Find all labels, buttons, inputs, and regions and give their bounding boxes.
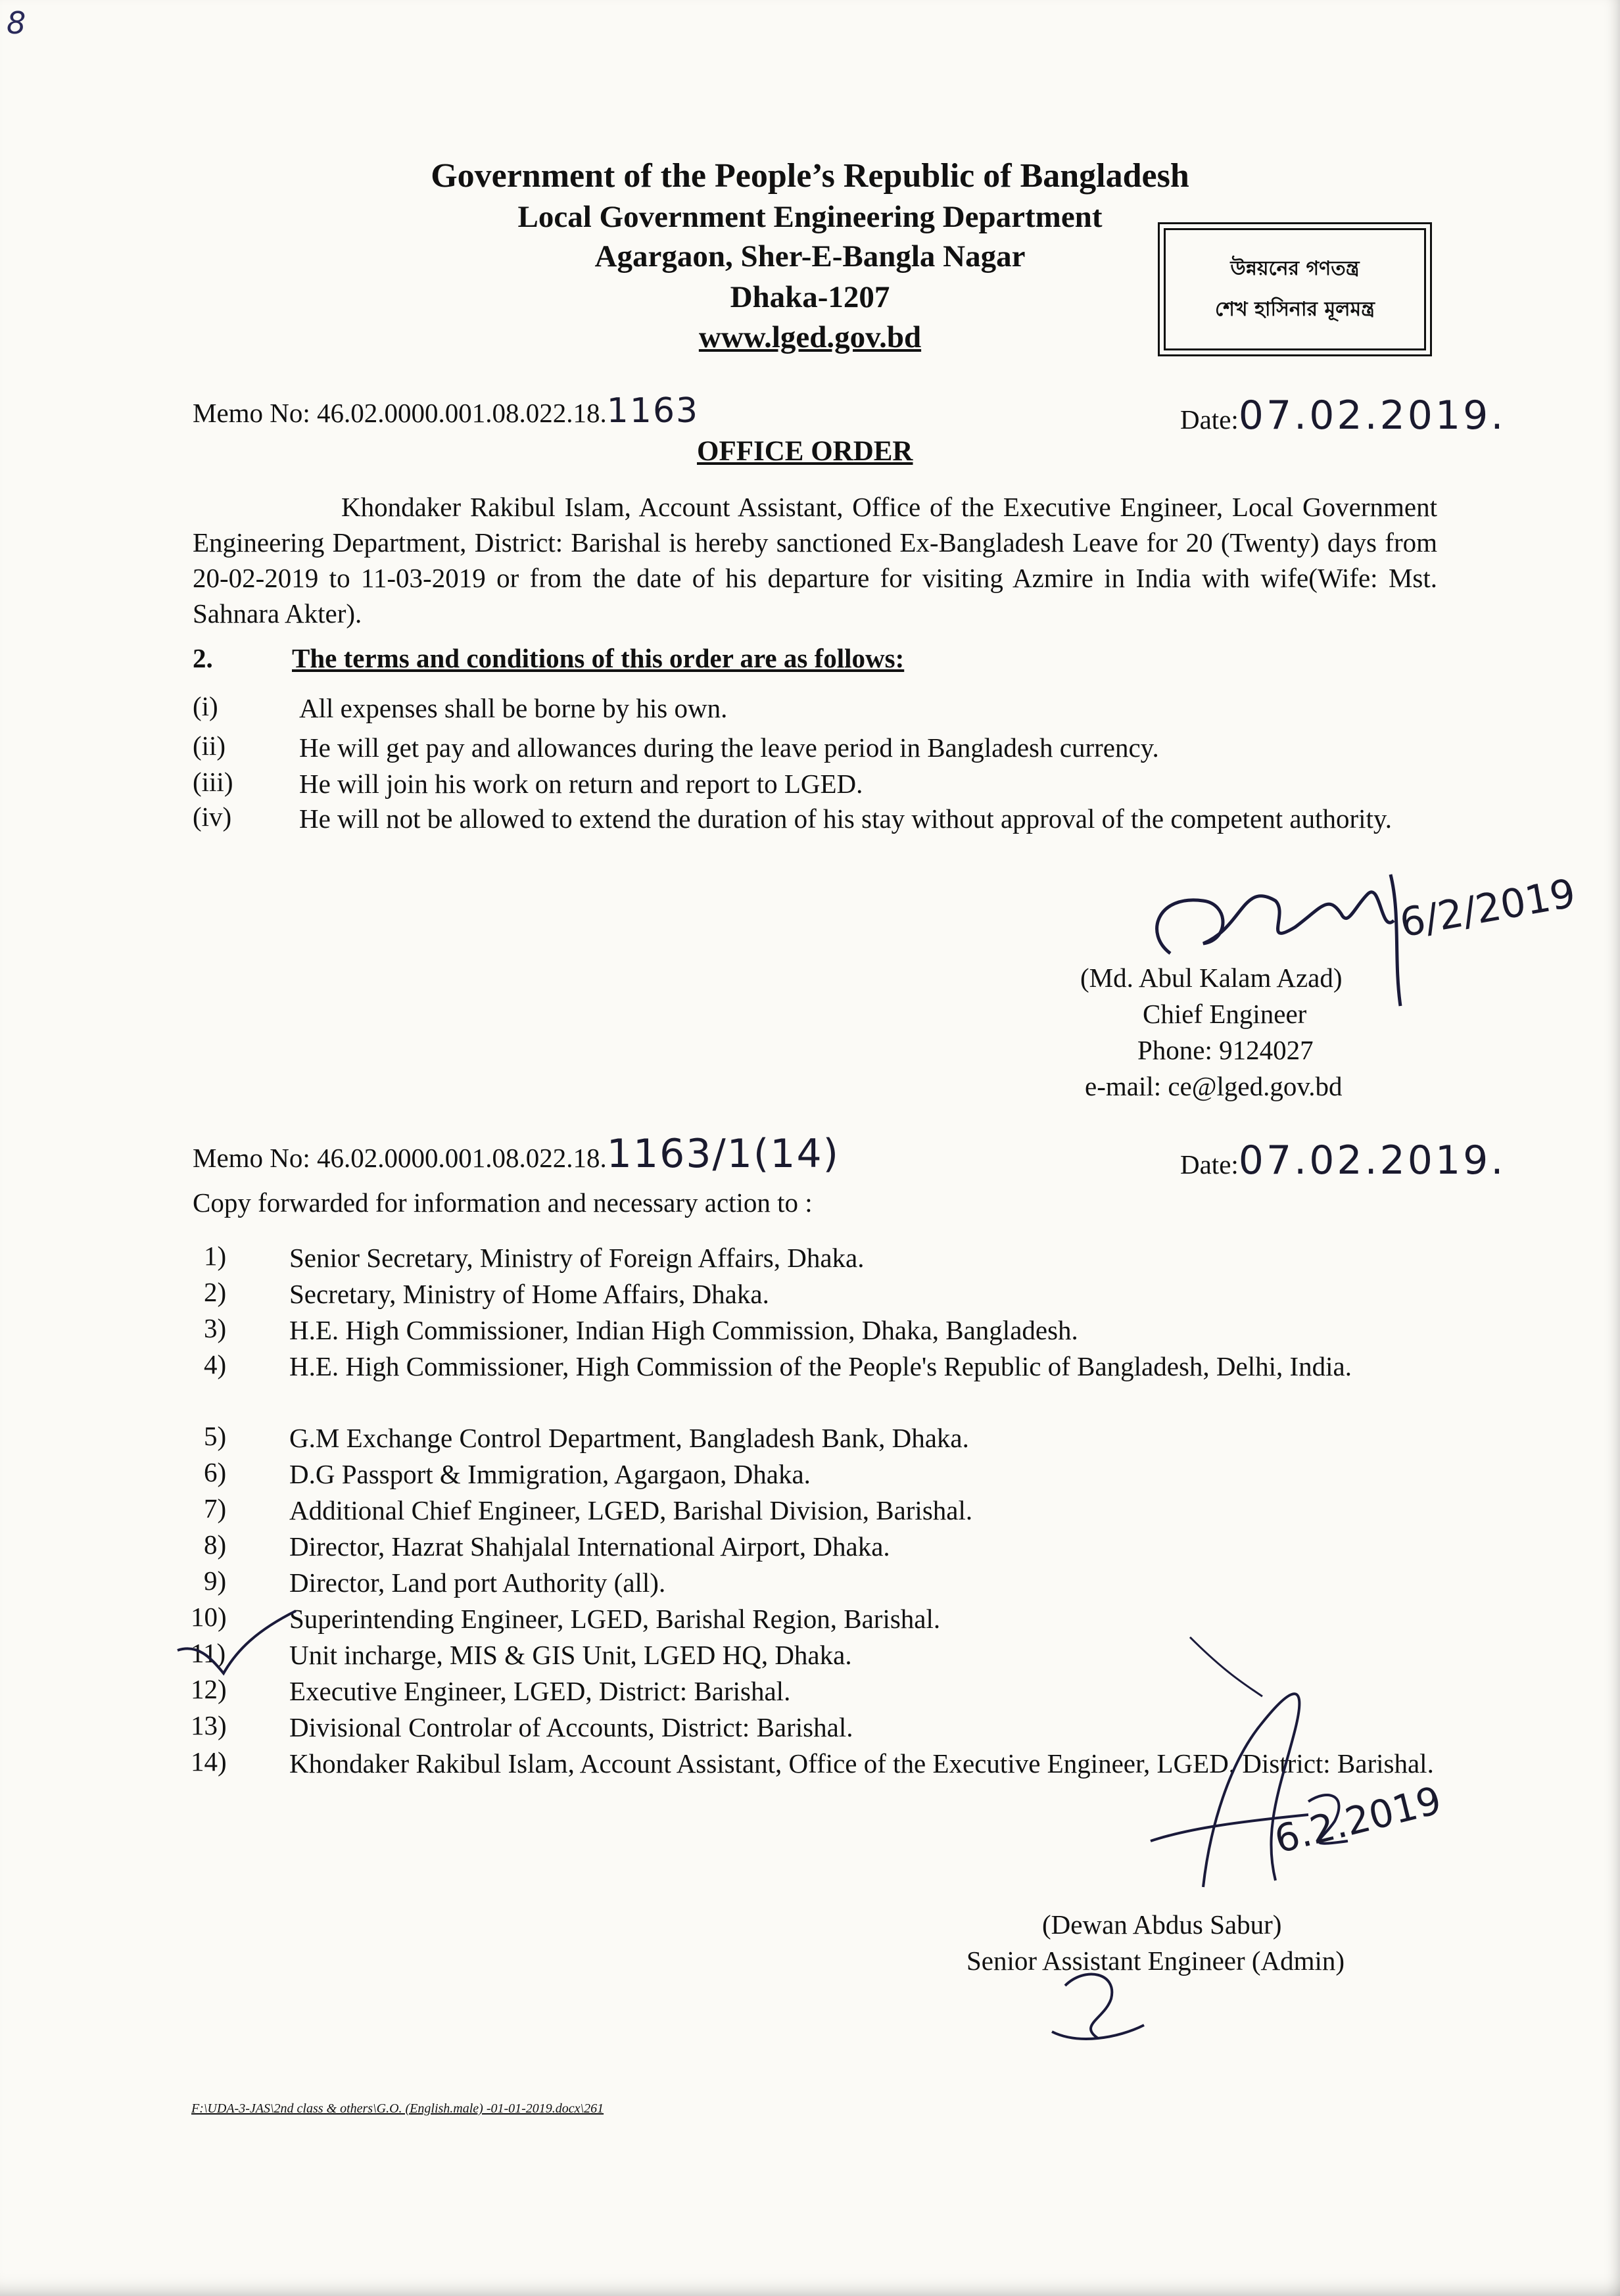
recipient-text: Divisional Controlar of Accounts, District: Barishal. <box>289 1712 853 1742</box>
header-address: Agargaon, Sher-E-Bangla Nagar <box>594 239 1026 274</box>
signatory1-email: e-mail: ce@lged.gov.bd <box>1085 1071 1343 1101</box>
recipient-text: Director, Land port Authority (all). <box>289 1567 666 1598</box>
term-text: He will join his work on return and report to LGED. <box>299 769 863 799</box>
date-label: Date: <box>1180 404 1239 435</box>
office-order-title: OFFICE ORDER <box>697 436 913 467</box>
recipient-number: 5) <box>204 1421 227 1451</box>
copy-date-label: Date: <box>1180 1149 1239 1180</box>
term-number: (iii) <box>193 767 233 797</box>
recipient-number: 1) <box>204 1241 227 1271</box>
recipient-number: 11) <box>191 1638 226 1668</box>
initial-mark <box>1039 1946 1157 2045</box>
recipient-number: 7) <box>204 1493 227 1523</box>
recipient-text: D.G Passport & Immigration, Agargaon, Dhaka. <box>289 1459 811 1489</box>
memo-label: Memo No: 46.02.0000.001.08.022.18. <box>193 398 607 428</box>
recipient-number: 13) <box>191 1710 227 1740</box>
recipient-text: H.E. High Commissioner, High Commission of the People's Republic of Bangladesh, Delhi, India. <box>289 1351 1352 1381</box>
header-government: Government of the People’s Republic of Bangladesh <box>431 157 1189 195</box>
recipient-text: Additional Chief Engineer, LGED, Barishal Division, Barishal. <box>289 1495 973 1525</box>
slogan-line-1: উন্নয়নের গণতন্ত্র <box>1230 257 1360 280</box>
signatory2-name: (Dewan Abdus Sabur) <box>1042 1909 1282 1940</box>
copy-memo-number-handwritten: 1163/1(14) <box>606 1131 840 1177</box>
footer-file-path: F:\UDA-3-JAS\2nd class & others\G.O. (English.male) -01-01-2019.docx\261 <box>191 2101 604 2116</box>
recipient-number: 10) <box>191 1602 227 1632</box>
copy-date-handwritten: 07.02.2019. <box>1238 1137 1506 1184</box>
recipient-text: Director, Hazrat Shahjalal International Airport, Dhaka. <box>289 1531 890 1562</box>
signatory1-phone: Phone: 9124027 <box>1137 1035 1314 1065</box>
term-text: He will get pay and allowances during the leave period in Bangladesh currency. <box>299 732 1159 763</box>
recipient-number: 4) <box>204 1349 227 1379</box>
order-paragraph: Khondaker Rakibul Islam, Account Assistant, Office of the Executive Engineer, Local Government Engineering Department, District: Barishal is hereby sanctioned Ex-Bangladesh Leave for 20 (Twenty) days from 20-02-2019 to 11-03-2019 or from the date of his departure for visiting Azmire in India with wife(Wife: Mst. Sahnara Akter). <box>193 492 1437 629</box>
copy-memo-date <box>1180 1137 1506 1184</box>
copy-memo-label: Memo No: 46.02.0000.001.08.022.18. <box>193 1143 607 1173</box>
header-city: Dhaka-1207 <box>730 280 890 314</box>
copy-memo-number <box>193 1131 840 1177</box>
header-website: www.lged.gov.bd <box>698 320 922 354</box>
recipient-number: 2) <box>204 1277 227 1307</box>
recipient-number: 12) <box>191 1674 227 1704</box>
signatory1-name: (Md. Abul Kalam Azad) <box>1080 963 1343 993</box>
slogan-box <box>1164 228 1426 350</box>
term-text: He will not be allowed to extend the duration of his stay without approval of the competent authority. <box>299 803 1393 834</box>
recipient-number: 3) <box>204 1313 227 1343</box>
recipient-text: G.M Exchange Control Department, Bangladesh Bank, Dhaka. <box>289 1423 969 1453</box>
recipient-number: 8) <box>204 1529 227 1560</box>
terms-heading: The terms and conditions of this order are as follows: <box>292 643 905 673</box>
recipient-text: Unit incharge, MIS & GIS Unit, LGED HQ, Dhaka. <box>289 1640 852 1670</box>
recipient-text: Khondaker Rakibul Islam, Account Assistant, Office of the Executive Engineer, LGED, District: Barishal. <box>289 1748 1434 1779</box>
senior-assistant-engineer-signature <box>1111 1631 1427 1907</box>
slogan-line-2: শেখ হাসিনার মূলমন্ত্র <box>1215 298 1375 321</box>
chief-engineer-signature-date: 6/2/2019 <box>1396 870 1579 947</box>
senior-assistant-engineer-signature-date: 6.2.2019 <box>1270 1777 1446 1862</box>
memo-date <box>1180 393 1506 439</box>
copy-intro: Copy forwarded for information and necessary action to : <box>193 1187 813 1218</box>
recipient-number: 6) <box>204 1457 227 1487</box>
term-number: (iv) <box>193 801 232 832</box>
tick-mark <box>171 1604 302 1683</box>
term-number: (i) <box>193 691 218 721</box>
page-number-mark: 8 <box>7 5 26 41</box>
recipient-text: Senior Secretary, Ministry of Foreign Affairs, Dhaka. <box>289 1243 865 1273</box>
memo-number <box>193 393 699 431</box>
signatory2-designation: Senior Assistant Engineer (Admin) <box>966 1946 1345 1976</box>
terms-number: 2. <box>193 643 213 673</box>
memo-number-handwritten: 1163 <box>606 391 700 431</box>
header-department: Local Government Engineering Department <box>517 200 1103 234</box>
recipient-text: Superintending Engineer, LGED, Barishal Region, Barishal. <box>289 1604 941 1634</box>
term-text: All expenses shall be borne by his own. <box>299 693 728 723</box>
signatory1-designation: Chief Engineer <box>1143 999 1307 1029</box>
recipient-number: 14) <box>191 1746 227 1777</box>
recipient-number: 9) <box>204 1566 227 1596</box>
date-handwritten: 07.02.2019. <box>1238 393 1506 439</box>
recipient-text: Secretary, Ministry of Home Affairs, Dhaka. <box>289 1279 769 1309</box>
recipient-text: H.E. High Commissioner, Indian High Commission, Dhaka, Bangladesh. <box>289 1315 1078 1345</box>
recipient-text: Executive Engineer, LGED, District: Barishal. <box>289 1676 791 1706</box>
term-number: (ii) <box>193 730 226 761</box>
